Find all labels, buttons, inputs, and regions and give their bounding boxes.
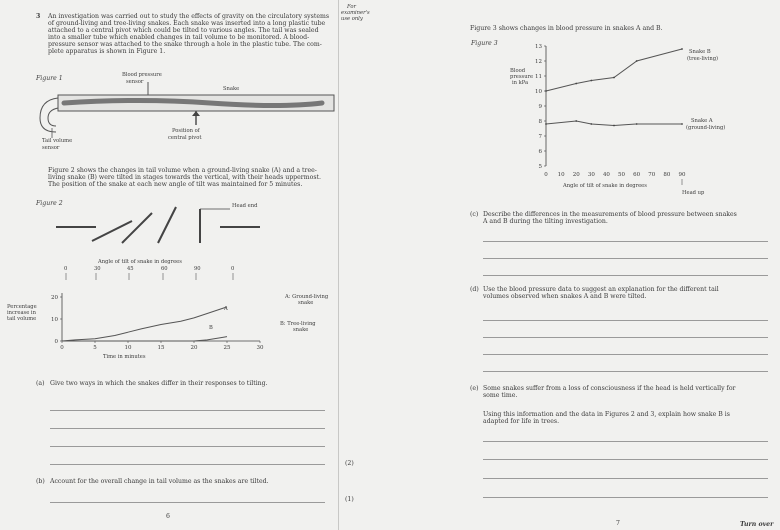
fig2-xlabel: Time in minutes [103,354,146,360]
bp-sensor-label-2: sensor [126,79,144,85]
qe-answer-line-1[interactable] [483,441,768,442]
qa-number: (a) [36,380,45,387]
fig3-y-tick-label: 10 [535,89,542,95]
qe-text-1: Some snakes suffer from a loss of consciousness if the head is held vertically for [483,385,736,392]
legend-b-1: B: Tree-living [280,321,316,327]
angle-0: 0 [64,266,68,272]
legend-b-2: snake [293,327,309,333]
qe-answer-line-2[interactable] [483,459,768,460]
examiner-note-2: examiner's [341,10,370,16]
legend-a-1: A: Ground-living [285,294,329,300]
angle-30: 30 [94,266,101,272]
qb-answer-line[interactable] [50,502,325,503]
snake-b-label-2: (tree-living) [687,56,719,62]
fig3-snake-b-point [575,83,577,85]
qe-text-2: some time. [483,392,518,399]
intro-line-1: An investigation was carried out to study the effects of gravity on the circulatory systems [48,13,330,20]
fig3-y-tick-label: 7 [538,134,542,140]
fig2-y-tick-label: 0 [54,339,58,345]
qa-answer-line-3[interactable] [50,446,325,447]
fig3-y-tick-label: 6 [538,149,542,155]
snake-label: Snake [223,86,240,92]
qa-answer-line-4[interactable] [50,464,325,465]
fig3-snake-b-point [590,80,592,82]
fig3-snake-a-point [613,125,615,127]
qd-answer-line-3[interactable] [483,354,768,355]
qa-text: Give two ways in which the snakes differ in their responses to tilting. [50,380,268,387]
fig2-x-tick-label: 15 [157,345,165,351]
fig3-x-tick-label: 40 [602,172,610,178]
fig3-y-tick-label: 11 [535,74,542,80]
fig2-x-tick-label: 25 [223,345,231,351]
question-number: 3 [36,13,41,20]
qb-text: Account for the overall change in tail volume as the snakes are tilted. [50,478,269,485]
fig3-y-tick-label: 13 [535,44,542,50]
qd-answer-line-2[interactable] [483,337,768,338]
angle-90: 90 [194,266,201,272]
fig3-x-tick-label: 60 [633,172,641,178]
fig3-snake-a-point [590,123,592,125]
fig2-series-a-line [62,307,227,341]
fig2-ylabel-3: tail volume [7,316,37,322]
head-up-label: Head up [682,190,705,196]
figure-1-title: Figure 1 [36,75,63,82]
pivot-label-1: Position of [172,128,200,134]
qb-marks: (1) [345,496,354,503]
qa-answer-line-2[interactable] [50,428,325,429]
fig3-snake-b-line [546,49,682,91]
page-number-right: 7 [616,520,620,527]
fig3-y-tick-label: 9 [538,104,542,110]
qc-text-1: Describe the differences in the measurements of blood pressure between snakes [483,211,737,218]
fig3-snake-a-point [681,123,683,125]
qe-text-3: Using this information and the data in Figures 2 and 3, explain how snake B is [483,411,730,418]
examiner-note-3: use only [341,16,363,22]
qc-answer-line-1[interactable] [483,241,768,242]
snake-b-label-1: Snake B [689,49,711,55]
fig3-intro: Figure 3 shows changes in blood pressure in snakes A and B. [470,25,663,32]
fig3-y-tick-label: 5 [538,164,542,170]
fig3-snake-a-point [575,120,577,122]
fig2-x-tick-label: 30 [256,345,264,351]
tail-volume-label-1: Tail volume [42,138,73,144]
angle-0-end: 0 [231,266,235,272]
fig3-x-tick-label: 80 [663,172,671,178]
fig3-x-tick-label: 30 [587,172,595,178]
examiner-note-1: For [347,4,356,10]
figure-3-title: Figure 3 [471,40,498,47]
qd-text-1: Use the blood pressure data to suggest an explanation for the different tail [483,286,719,293]
qc-text-2: A and B during the tilting investigation. [483,218,608,225]
qe-text-4: adapted for life in trees. [483,418,560,425]
qd-answer-line-1[interactable] [483,320,768,321]
turn-over: Turn over [740,521,774,528]
fig3-snake-a-point [545,123,547,125]
fig3-snake-a-point [636,123,638,125]
angle-axis-title: Angle of tilt of snake in degrees [98,259,182,265]
fig3-ylabel-2: pressure [510,74,534,80]
intro-line-6: plete apparatus is shown in Figure 1. [48,48,166,55]
qe-number: (e) [470,385,479,392]
curve-a-label: A [224,306,228,312]
figure-3-chart [390,0,780,530]
intro-line-2: of ground-living and tree-living snakes. Each snake was inserted into a long plastic tube [48,20,326,27]
curve-b-label: B [209,325,213,331]
fig2-y-tick-label: 10 [51,317,58,323]
qd-text-2: volumes observed when snakes A and B were tilted. [483,293,647,300]
qb-number: (b) [36,478,45,485]
fig3-x-tick-label: 0 [544,172,548,178]
qd-number: (d) [470,286,479,293]
head-end-label: Head end [232,203,258,209]
qd-answer-line-4[interactable] [483,371,768,372]
fig3-x-tick-label: 90 [678,172,686,178]
fig2-x-tick-label: 10 [124,345,132,351]
qe-answer-line-3[interactable] [483,478,768,479]
fig3-ylabel-3: in kPa [512,80,529,86]
qc-answer-line-2[interactable] [483,258,768,259]
fig2-text-3: The position of the snake at each new angle of tilt was maintained for 5 minutes. [48,181,303,188]
fig2-x-tick-label: 20 [190,345,198,351]
angle-60: 60 [161,266,168,272]
fig3-y-tick-label: 12 [535,59,542,65]
examiner-margin-line [338,0,339,530]
fig2-x-tick-label: 5 [93,345,97,351]
fig2-ylabel-2: increase in [7,310,36,316]
intro-line-5: pressure sensor was attached to the snake through a hole in the plastic tube. The com- [48,41,322,48]
qa-answer-line-1[interactable] [50,410,325,411]
qe-answer-line-4[interactable] [483,497,768,498]
snake-a-label-2: (ground-living) [686,125,726,131]
fig3-x-tick-label: 50 [618,172,626,178]
qc-answer-line-3[interactable] [483,275,768,276]
qa-marks: (2) [345,460,354,467]
fig2-ylabel-1: Percentage [7,304,37,310]
legend-a-2: snake [298,300,314,306]
fig3-x-tick-label: 20 [572,172,580,178]
angle-45: 45 [127,266,134,272]
fig2-text-1: Figure 2 shows the changes in tail volume when a ground-living snake (A) and a tree- [48,167,317,174]
tail-volume-label-2: sensor [42,145,60,151]
page-number-left: 6 [166,513,170,520]
fig3-ylabel-1: Blood [510,68,526,74]
fig3-x-tick-label: 10 [557,172,565,178]
snake-a-label-1: Snake A [691,118,713,124]
intro-line-4: into a smaller tube which enabled changes in tail volume to be monitored. A blood- [48,34,310,41]
fig3-snake-b-point [613,77,615,79]
fig3-xlabel: Angle of tilt of snake in degrees [563,183,647,189]
fig3-snake-b-point [681,48,683,50]
fig3-snake-b-point [636,60,638,62]
fig3-y-tick-label: 8 [538,119,542,125]
figure-2-title: Figure 2 [36,200,63,207]
fig3-x-tick-label: 70 [648,172,656,178]
bp-sensor-label-1: Blood pressure [122,72,162,78]
fig2-x-tick-label: 0 [60,345,64,351]
fig2-y-tick-label: 20 [51,295,58,301]
intro-line-3: attached to a central pivot which could be tilted to various angles. The tail was sealed [48,27,319,34]
pivot-label-2: central pivot [168,135,202,141]
fig3-snake-b-point [545,90,547,92]
qc-number: (c) [470,211,479,218]
fig2-text-2: living snake (B) were tilted in stages towards the vertical, with their heads uppermost. [48,174,321,181]
